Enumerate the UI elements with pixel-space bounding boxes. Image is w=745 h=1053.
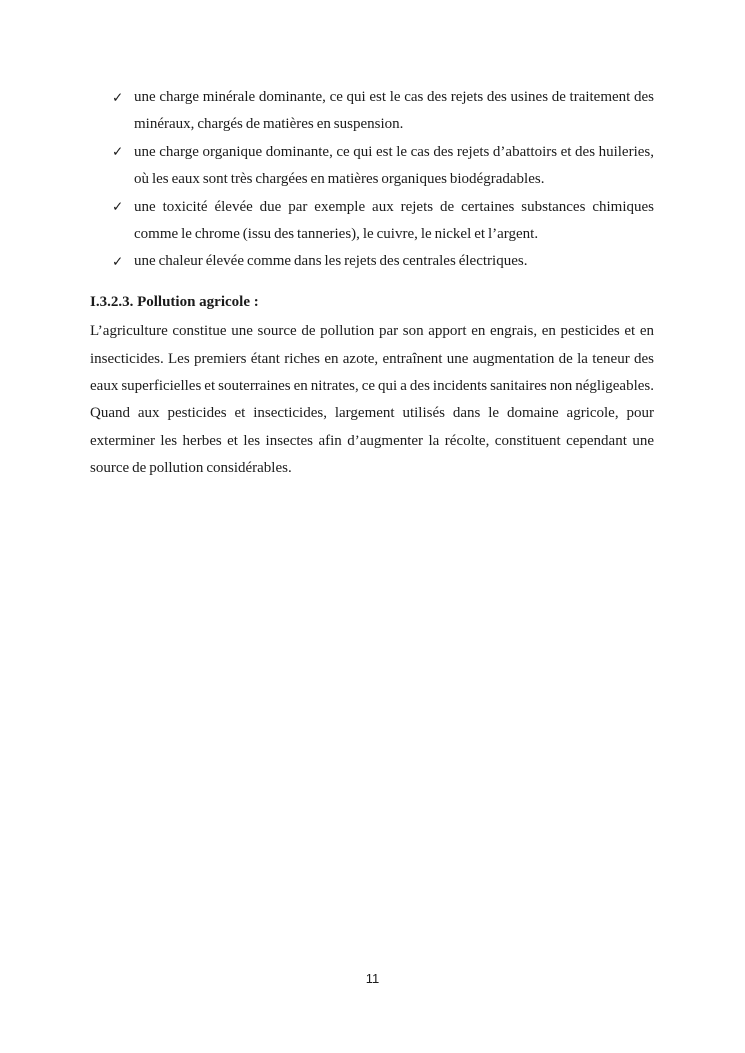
page-number: 11	[365, 971, 380, 986]
checkmark-icon: ✓	[112, 253, 124, 270]
bullet-list	[90, 84, 654, 276]
bullet-text: une chaleur élevée comme dans les rejets des centrales électriques.	[134, 253, 528, 270]
list-item	[90, 248, 654, 275]
page-footer	[0, 971, 745, 987]
list-item	[90, 84, 654, 139]
checkmark-icon: ✓	[112, 144, 124, 161]
list-item	[90, 139, 654, 194]
page-content	[90, 84, 654, 483]
checkmark-icon: ✓	[112, 89, 124, 106]
bullet-text: une toxicité élevée due par exemple aux rejets de certaines substances chimiques comme le chrome (issu des tanneries), le cuivre, le nickel et l’argent.	[134, 198, 654, 243]
checkmark-icon: ✓	[112, 199, 124, 216]
bullet-text: une charge organique dominante, ce qui est le cas des rejets d’abattoirs et des huileries, où les eaux sont très chargées en matières organiques biodégradables.	[134, 143, 654, 188]
list-item	[90, 194, 654, 249]
bullet-text: une charge minérale dominante, ce qui est le cas des rejets des usines de traitement des minéraux, chargés de matières en suspension.	[134, 89, 654, 133]
body-paragraph: L’agriculture constitue une source de pollution par son apport en engrais, en pesticides et en insecticides. Les premiers étant riches en azote, entraînent une augmentation de la teneur des eaux superficielles et souterraines en nitrates, ce qui a des incidents sanitaires non négligeables. Quand aux pesticides et insecticides, largement utilisés dans le domaine agricole, pour exterminer les herbes et les insectes afin d’augmenter la récolte, constituent cependant une source de pollution considérables.	[90, 323, 654, 477]
section-heading: I.3.2.3. Pollution agricole :	[90, 293, 259, 310]
